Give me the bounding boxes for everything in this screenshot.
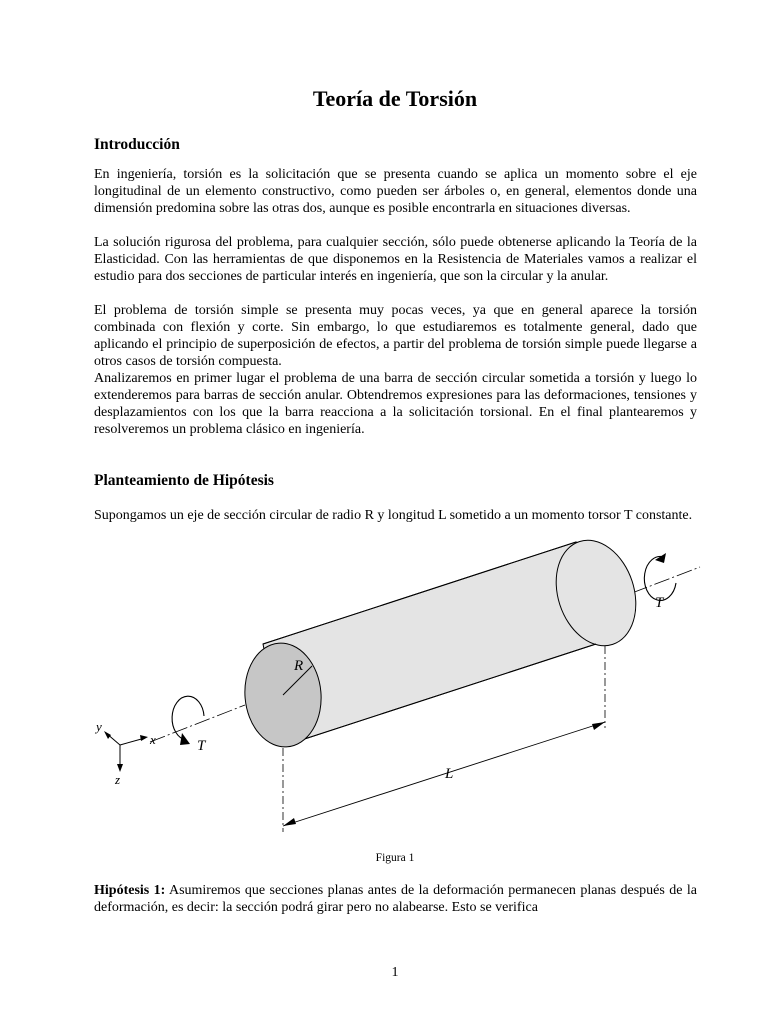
axis-line-right (632, 567, 700, 593)
intro-paragraph-1: En ingeniería, torsión es la solicitación que se presenta cuando se aplica un momento sobre el eje longitudinal de un elemento constructivo, como pueden ser árboles o, en general, elementos donde una dimensión predomina sobre las otras dos, aunque es posible encontrarla en situaciones diversas. (94, 167, 697, 216)
hypothesis-1-label: Hipótesis 1: (94, 883, 166, 898)
intro-paragraph-2: La solución rigurosa del problema, para cualquier sección, sólo puede obtenerse aplicando la Teoría de la Elasticidad. Con las herramientas de que disponemos en la Resistencia de Materiales vamos a realizar el estudio para dos secciones de particular interés en ingeniería, que son la circular y la anular. (94, 235, 697, 284)
intro-paragraph-4: Analizaremos en primer lugar el problema de una barra de sección circular sometida a torsión y luego lo extenderemos para barras de sección anular. Obtendremos expresiones para las deformaciones, tensiones y desplazamientos con los que la barra reacciona a la solicitación torsional. En el final plantearemos y resolveremos un problema clásico en ingeniería. (94, 371, 697, 437)
hypothesis-1-text: Asumiremos que secciones planas antes de la deformación permanecen planas después de la deformación, es decir: la sección podrá girar pero no alabearse. Esto se verifica (94, 883, 697, 915)
axis-line-left (150, 705, 245, 742)
cylinder-figure (0, 530, 768, 850)
hypothesis-1-paragraph (94, 882, 697, 916)
axis-y-label: y (96, 719, 102, 734)
figure-caption: Figura 1 (375, 852, 415, 864)
torque-label-left: T (197, 738, 206, 754)
section-heading-intro: Introducción (94, 136, 180, 153)
axis-x-label: x (150, 732, 156, 747)
torque-arrow-left (172, 696, 204, 740)
page-number: 1 (391, 965, 399, 980)
section-heading-hypotheses: Planteamiento de Hipótesis (94, 472, 274, 489)
page-title: Teoría de Torsión (312, 86, 478, 111)
axis-z-label: z (115, 772, 121, 787)
torque-arrow-right (644, 556, 676, 600)
hypotheses-paragraph: Supongamos un eje de sección circular de radio R y longitud L sometido a un momento torsor T constante. (94, 508, 693, 523)
intro-paragraph-3: El problema de torsión simple se presenta muy pocas veces, ya que en general aparece la torsión combinada con flexión y corte. Sin embargo, lo que estudiaremos es totalmente general, dado que aplicando el principio de superposición de efectos, a partir del problema de torsión simple puede llegarse a otros casos de torsión compuesta. (94, 303, 697, 369)
length-label: L (445, 766, 454, 782)
radius-label: R (294, 658, 304, 674)
torque-label-right: T (655, 595, 664, 611)
length-dimension-line (283, 722, 605, 826)
